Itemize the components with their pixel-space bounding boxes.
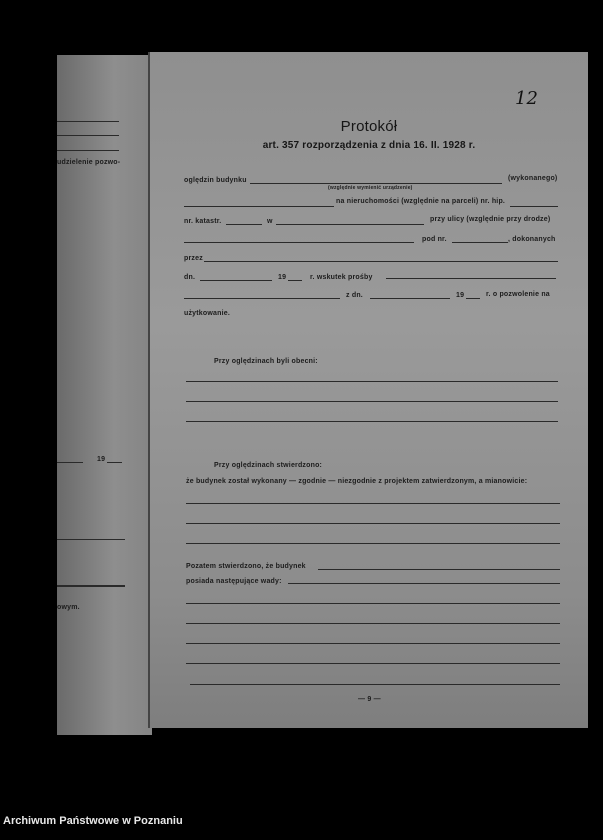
label-also-found: Pozatem stwierdzono, że budynek [186,563,306,570]
label-performed: , dokonanych [508,236,556,243]
note-device: (względnie wymienić urządzenie) [328,185,413,191]
label-permit: r. o pozwolenie na [486,291,550,298]
label-day: dn. [184,274,196,281]
page-number: — 9 — [358,696,381,703]
label-cadastre: nr. katastr. [184,218,222,225]
label-property: na nieruchomości (względnie na parceli) nr. hip. [336,198,506,205]
label-request: r. wskutek prośby [310,274,373,281]
left-page-fragment [57,55,152,735]
page-subtitle: art. 357 rozporządzenia z dnia 16. II. 1928 r. [262,140,476,151]
label-executed: (wykonanego) [508,175,558,182]
label-in: w [267,218,273,225]
label-number: pod nr. [422,236,447,243]
label-use: użytkowanie. [184,310,230,317]
archive-footer: Archiwum Państwowe w Poznaniu [3,815,183,827]
found-statement: że budynek został wykonany — zgodnie — niezgodnie z projektem zatwierdzonym, a mianowicie: [186,478,528,485]
heading-found: Przy oględzinach stwierdzono: [214,462,323,469]
label-year-2: 19 [456,292,465,299]
handwritten-folio-number: 12 [515,88,538,109]
heading-present: Przy oględzinach byli obecni: [214,358,318,365]
label-building: oględzin budynku [184,177,247,184]
page-title: Protokół [340,118,398,135]
left-text: udzielenie pozwo- [57,159,121,166]
left-year: 19 [97,456,106,463]
label-street: przy ulicy (względnie przy drodze) [430,216,551,223]
left-text-end: owym. [57,604,80,611]
protocol-form-page [148,52,588,728]
label-defects: posiada następujące wady: [186,578,282,585]
label-from-day: z dn. [346,292,363,299]
label-by: przez [184,255,203,262]
label-year: 19 [278,274,287,281]
